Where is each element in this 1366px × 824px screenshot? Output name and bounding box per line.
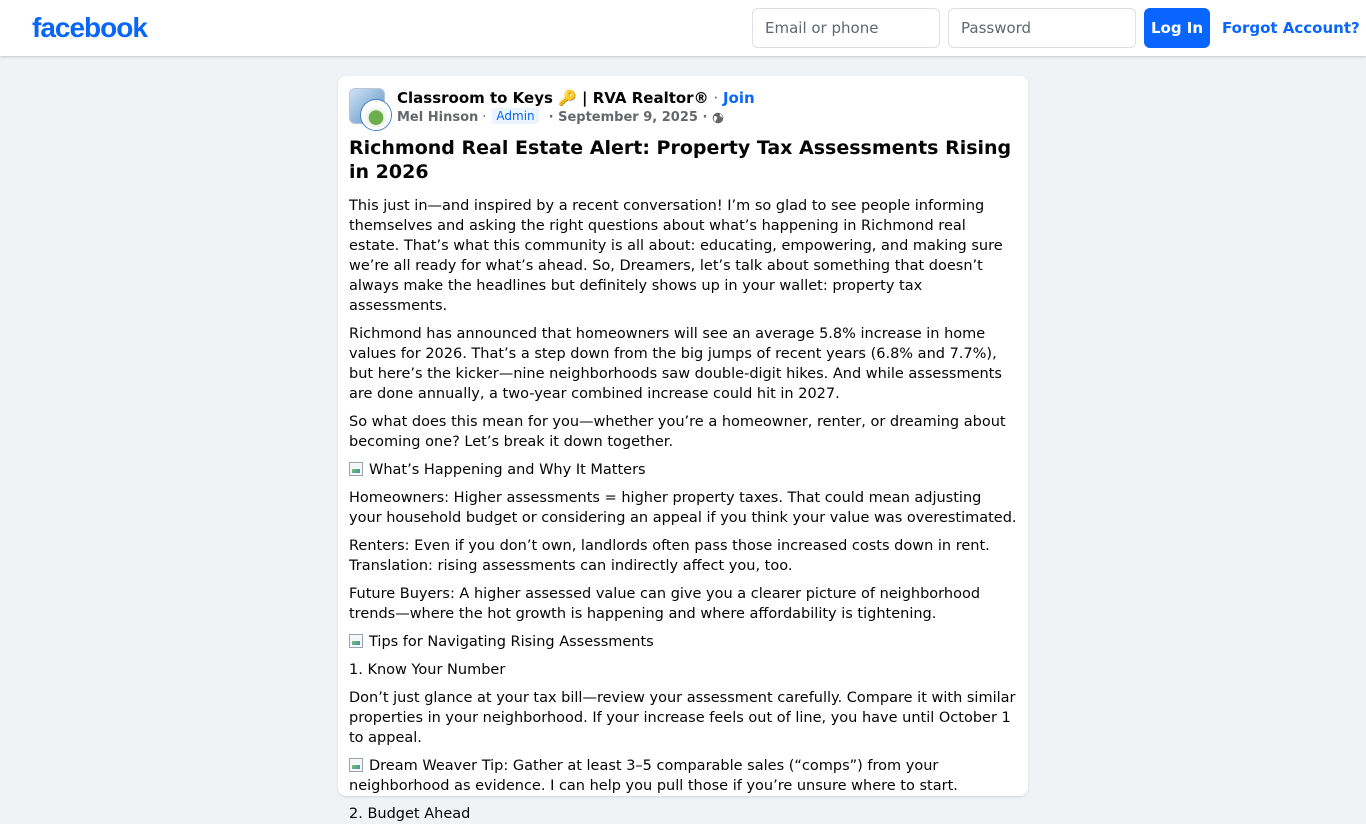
author-name-link[interactable]: Mel Hinson <box>397 110 479 125</box>
post-content <box>338 76 1028 824</box>
post-paragraph: Homeowners: Higher assessments = higher property taxes. That could mean adjusting your household budget or considering an appeal if you think your value was overestimated. <box>349 490 1017 526</box>
top-navigation-bar <box>0 0 1366 56</box>
broken-image-icon <box>349 634 363 648</box>
group-name-link[interactable]: Classroom to Keys 🔑 | RVA Realtor® <box>397 89 709 107</box>
post-paragraph: 2. Budget Ahead <box>349 806 471 822</box>
post-paragraph: Don’t just glance at your tax bill—review your assessment carefully. Compare it with similar properties in your neighborhood. If your increase feels out of line, you have until October 1 to appeal. <box>349 690 1016 746</box>
facebook-logo[interactable]: facebook <box>32 12 147 43</box>
post-paragraph: This just in—and inspired by a recent conversation! I’m so glad to see people informing themselves and asking the right questions about what’s happening in Richmond real estate. That’s what this community is all about: educating, empowering, and making sure we’re all ready for what’s ahead. So, Dreamers, let’s talk about something that doesn’t always make the headlines but definitely shows up in your wallet: property tax assessments. <box>349 198 1003 314</box>
broken-image-icon <box>349 758 363 772</box>
section-heading <box>349 632 1017 652</box>
admin-badge: Admin <box>492 108 538 124</box>
post-header <box>349 88 1017 132</box>
password-input[interactable] <box>948 8 1136 48</box>
post-paragraph: 1. Know Your Number <box>349 662 506 678</box>
post-paragraph: Richmond has announced that homeowners will see an average 5.8% increase in home values for 2026. That’s a step down from the big jumps of recent years (6.8% and 7.7%), but here’s the kicker—nine neighborhoods saw double-digit hikes. And while assessments are done annually, a two-year combined increase could hit in 2027. <box>349 326 1002 402</box>
forgot-account-link[interactable]: Forgot Account? <box>1222 19 1360 37</box>
post-meta <box>397 109 724 127</box>
post-title: Richmond Real Estate Alert: Property Tax Assessments Rising in 2026 <box>349 137 1012 183</box>
join-link[interactable]: Join <box>722 89 755 107</box>
login-button[interactable]: Log In <box>1144 8 1210 48</box>
post-card <box>338 76 1028 822</box>
email-input[interactable] <box>752 8 940 48</box>
post-paragraph: So what does this mean for you—whether you’re a homeowner, renter, or dreaming about becoming one? Let’s break it down together. <box>349 414 1006 450</box>
author-avatar[interactable] <box>361 100 391 130</box>
tip-text: Dream Weaver Tip: Gather at least 3–5 comparable sales (“comps”) from your neighborhood as evidence. I can help you pull those if you’re unsure where to start. <box>349 758 958 794</box>
broken-image-icon <box>349 462 363 476</box>
post-date-link[interactable]: · September 9, 2025 · <box>548 110 708 125</box>
post-paragraph: Future Buyers: A higher assessed value can give you a clearer picture of neighborhood trends—where the hot growth is happening and where affordability is tightening. <box>349 586 981 622</box>
section-heading-text: Tips for Navigating Rising Assessments <box>369 634 654 650</box>
section-heading-text: What’s Happening and Why It Matters <box>369 462 646 478</box>
post-body <box>349 196 1017 824</box>
author-separator: · <box>482 110 487 125</box>
group-line <box>397 88 755 108</box>
separator-dot: · <box>713 89 719 107</box>
section-heading <box>349 460 1017 480</box>
tip-paragraph <box>349 756 1017 796</box>
globe-icon <box>712 112 724 124</box>
post-paragraph: Renters: Even if you don’t own, landlords often pass those increased costs down in rent. Translation: rising assessments can indirectly affect you, too. <box>349 538 990 574</box>
group-avatar[interactable] <box>349 88 389 128</box>
